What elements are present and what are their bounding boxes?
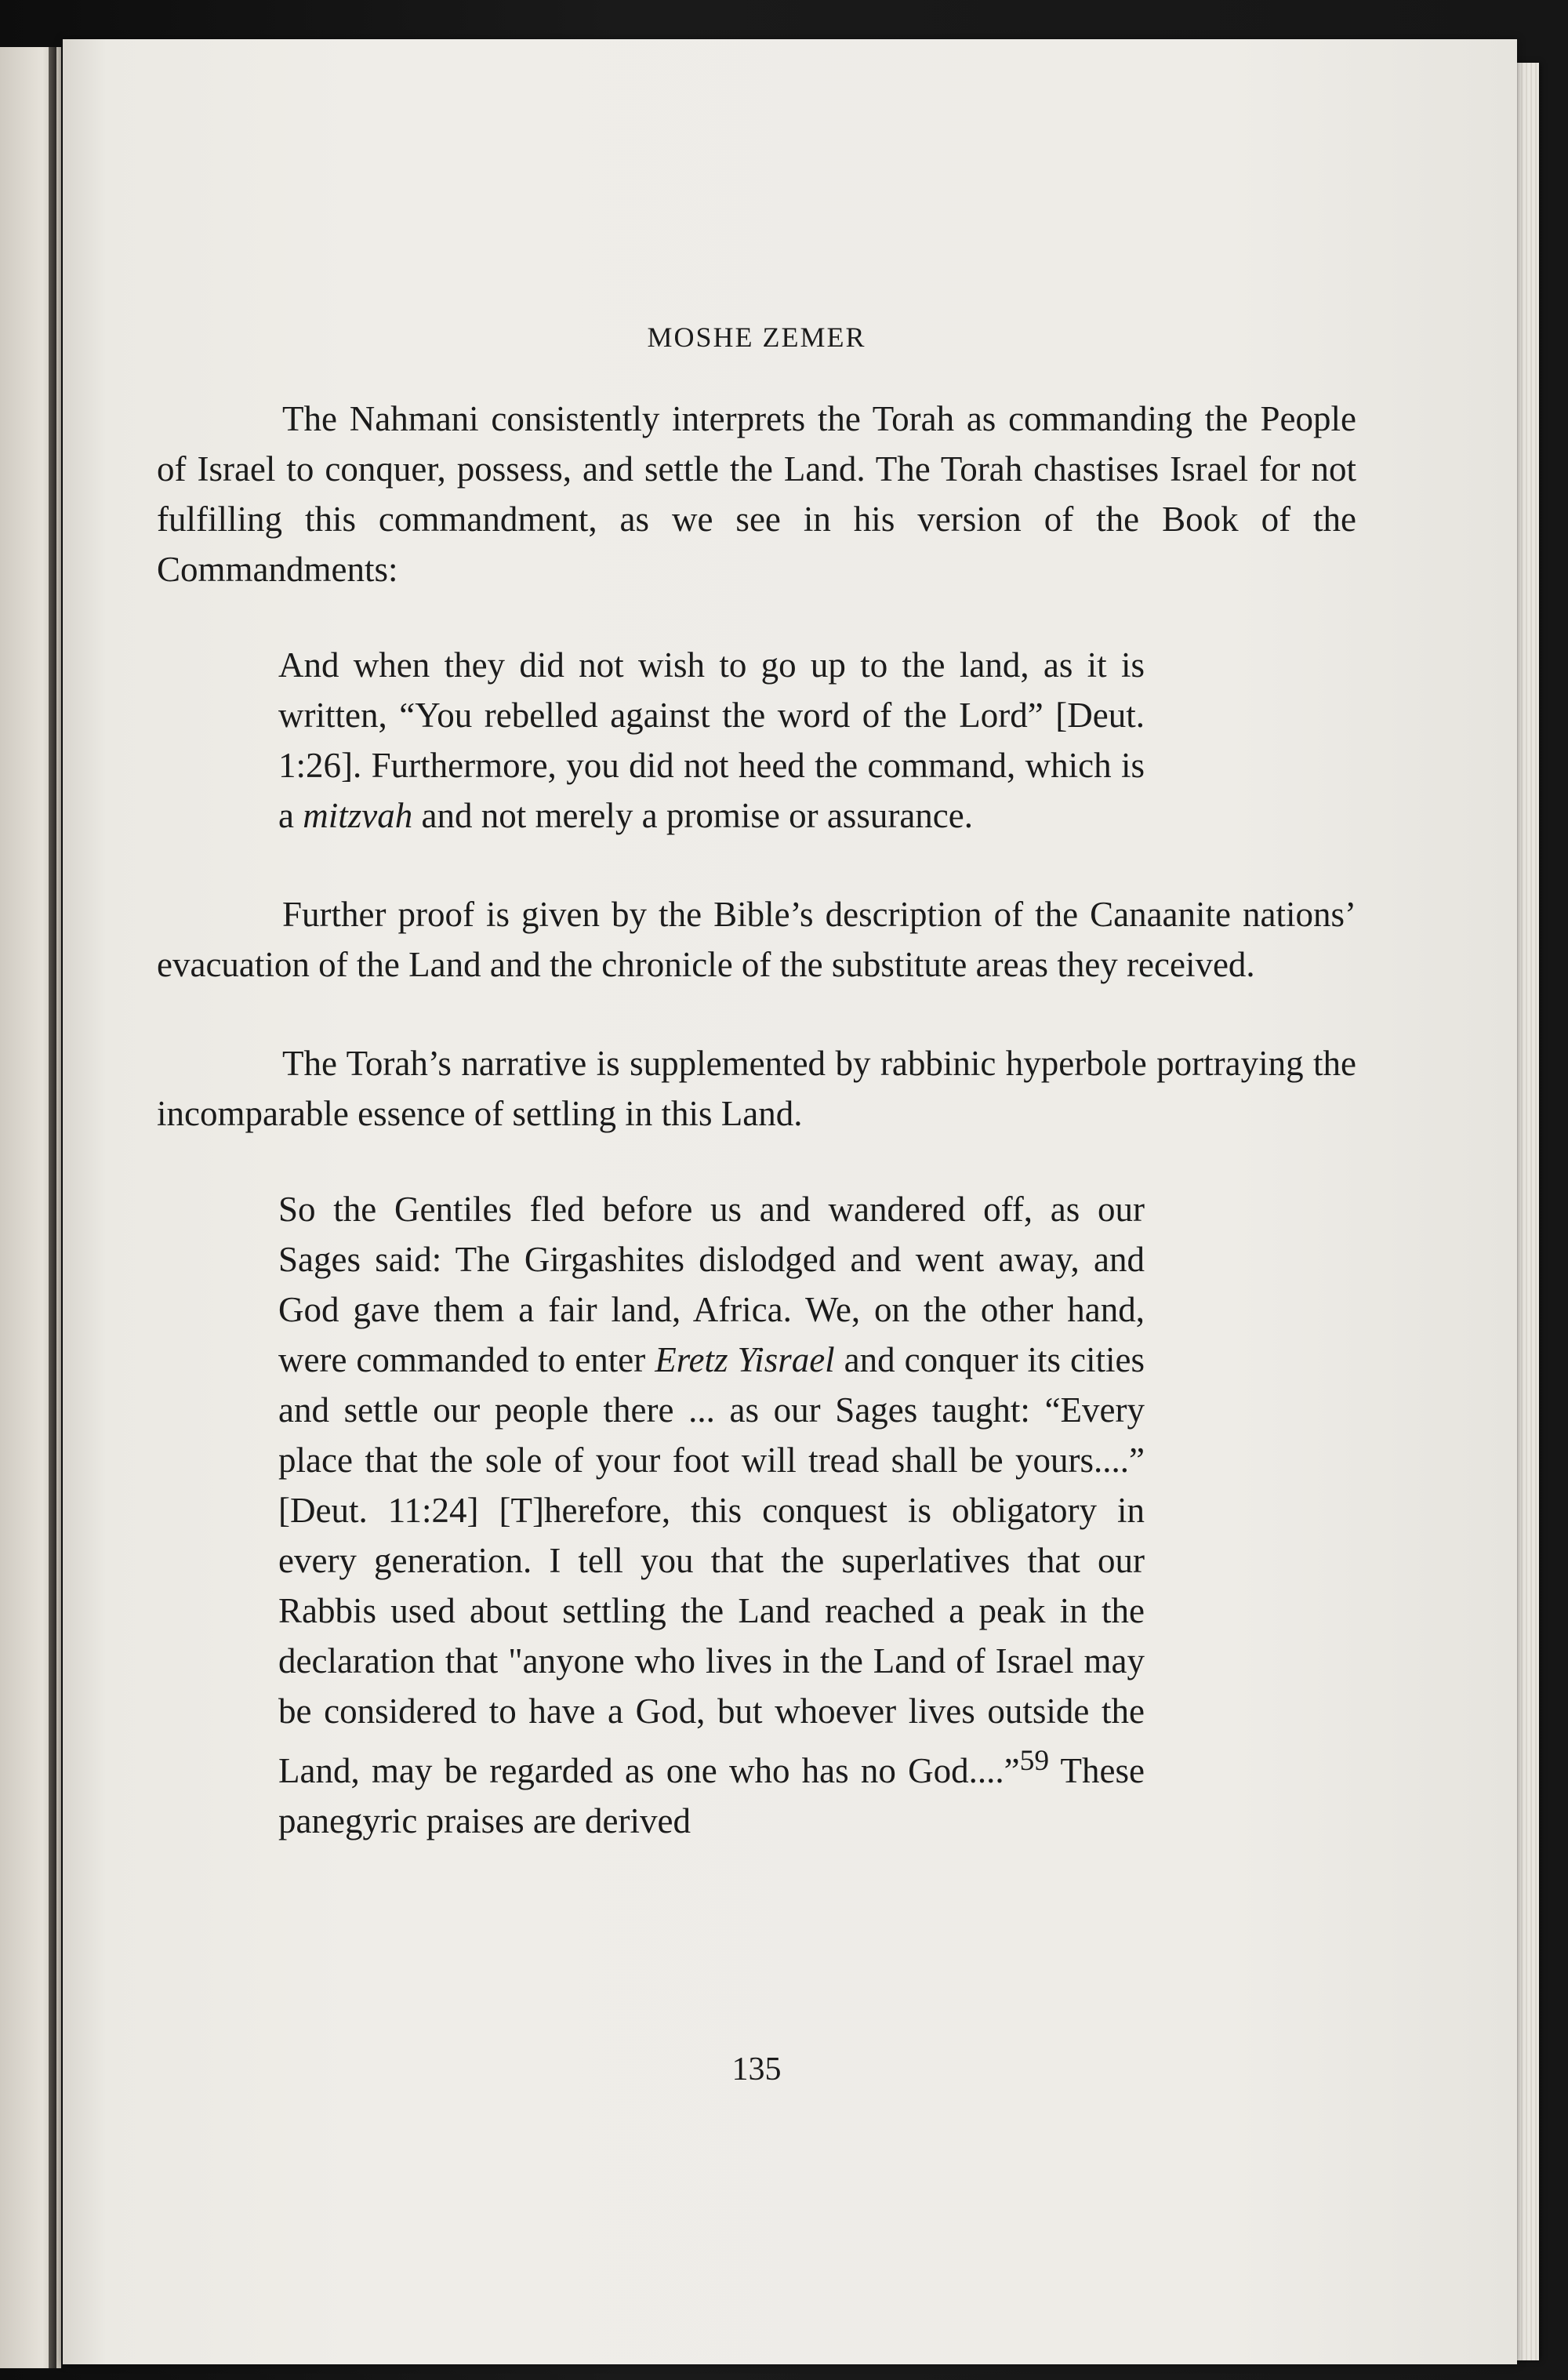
page-number: 135 <box>731 2051 782 2087</box>
block-quote-2 <box>278 1184 1145 1846</box>
book-spine <box>49 47 56 2368</box>
quote-2-italic: Eretz Yisrael <box>655 1340 835 1379</box>
book-page <box>63 39 1517 2364</box>
paragraph-3: The Torah’s narrative is supplemented by rabbinic hyperbole portraying the incomparable essence of settling in this Land. <box>157 1044 1356 1133</box>
page-content <box>157 274 1356 2087</box>
quote-2-text-middle: and conquer its cities and settle our people there ... as our Sages taught: “Every place that the sole of your foot will tread shall be yours....” [Deut. 11:24] [T]herefore, this conquest is obligatory in every generation. I tell you that the superlatives that our Rabbis used about settling the Land reached a peak in the declaration that "anyone who lives in the Land of Israel may be considered to have a God, but whoever lives outside the Land, may be regarded as one who has no God....” <box>278 1340 1145 1790</box>
paragraph-2: Further proof is given by the Bible’s description of the Canaanite nations’ evacuation of the Land and the chronicle of the substitute areas they received. <box>157 895 1356 984</box>
quote-1-italic: mitzvah <box>303 796 413 835</box>
quote-1-text-before: And when they did not wish to go up to the land, as it is written, “You rebelled against the word of the Lord” [Deut. 1:26]. Furthermore, you did not heed the command, which is a <box>278 645 1145 835</box>
quote-2-text-before: So the Gentiles fled before us and wandered off, as our Sages said: The Girgashites dislodged and went away, and God gave them a fair land, Africa. We, on the other hand, were commanded to enter <box>278 1190 1145 1379</box>
quote-1-text-after: and not merely a promise or assurance. <box>412 796 973 835</box>
running-head: MOSHE ZEMER <box>647 322 866 353</box>
paragraph-1: The Nahmani consistently interprets the Torah as commanding the People of Israel to conquer, possess, and settle the Land. The Torah chastises Israel for not fulfilling this commandment, as we see in his version of the Book of the Commandments: <box>157 399 1356 589</box>
quote-2-text-after: These panegyric praises are derived <box>278 1751 1145 1840</box>
block-quote-1 <box>278 640 1145 841</box>
footnote-marker: 59 <box>1019 1745 1050 1777</box>
